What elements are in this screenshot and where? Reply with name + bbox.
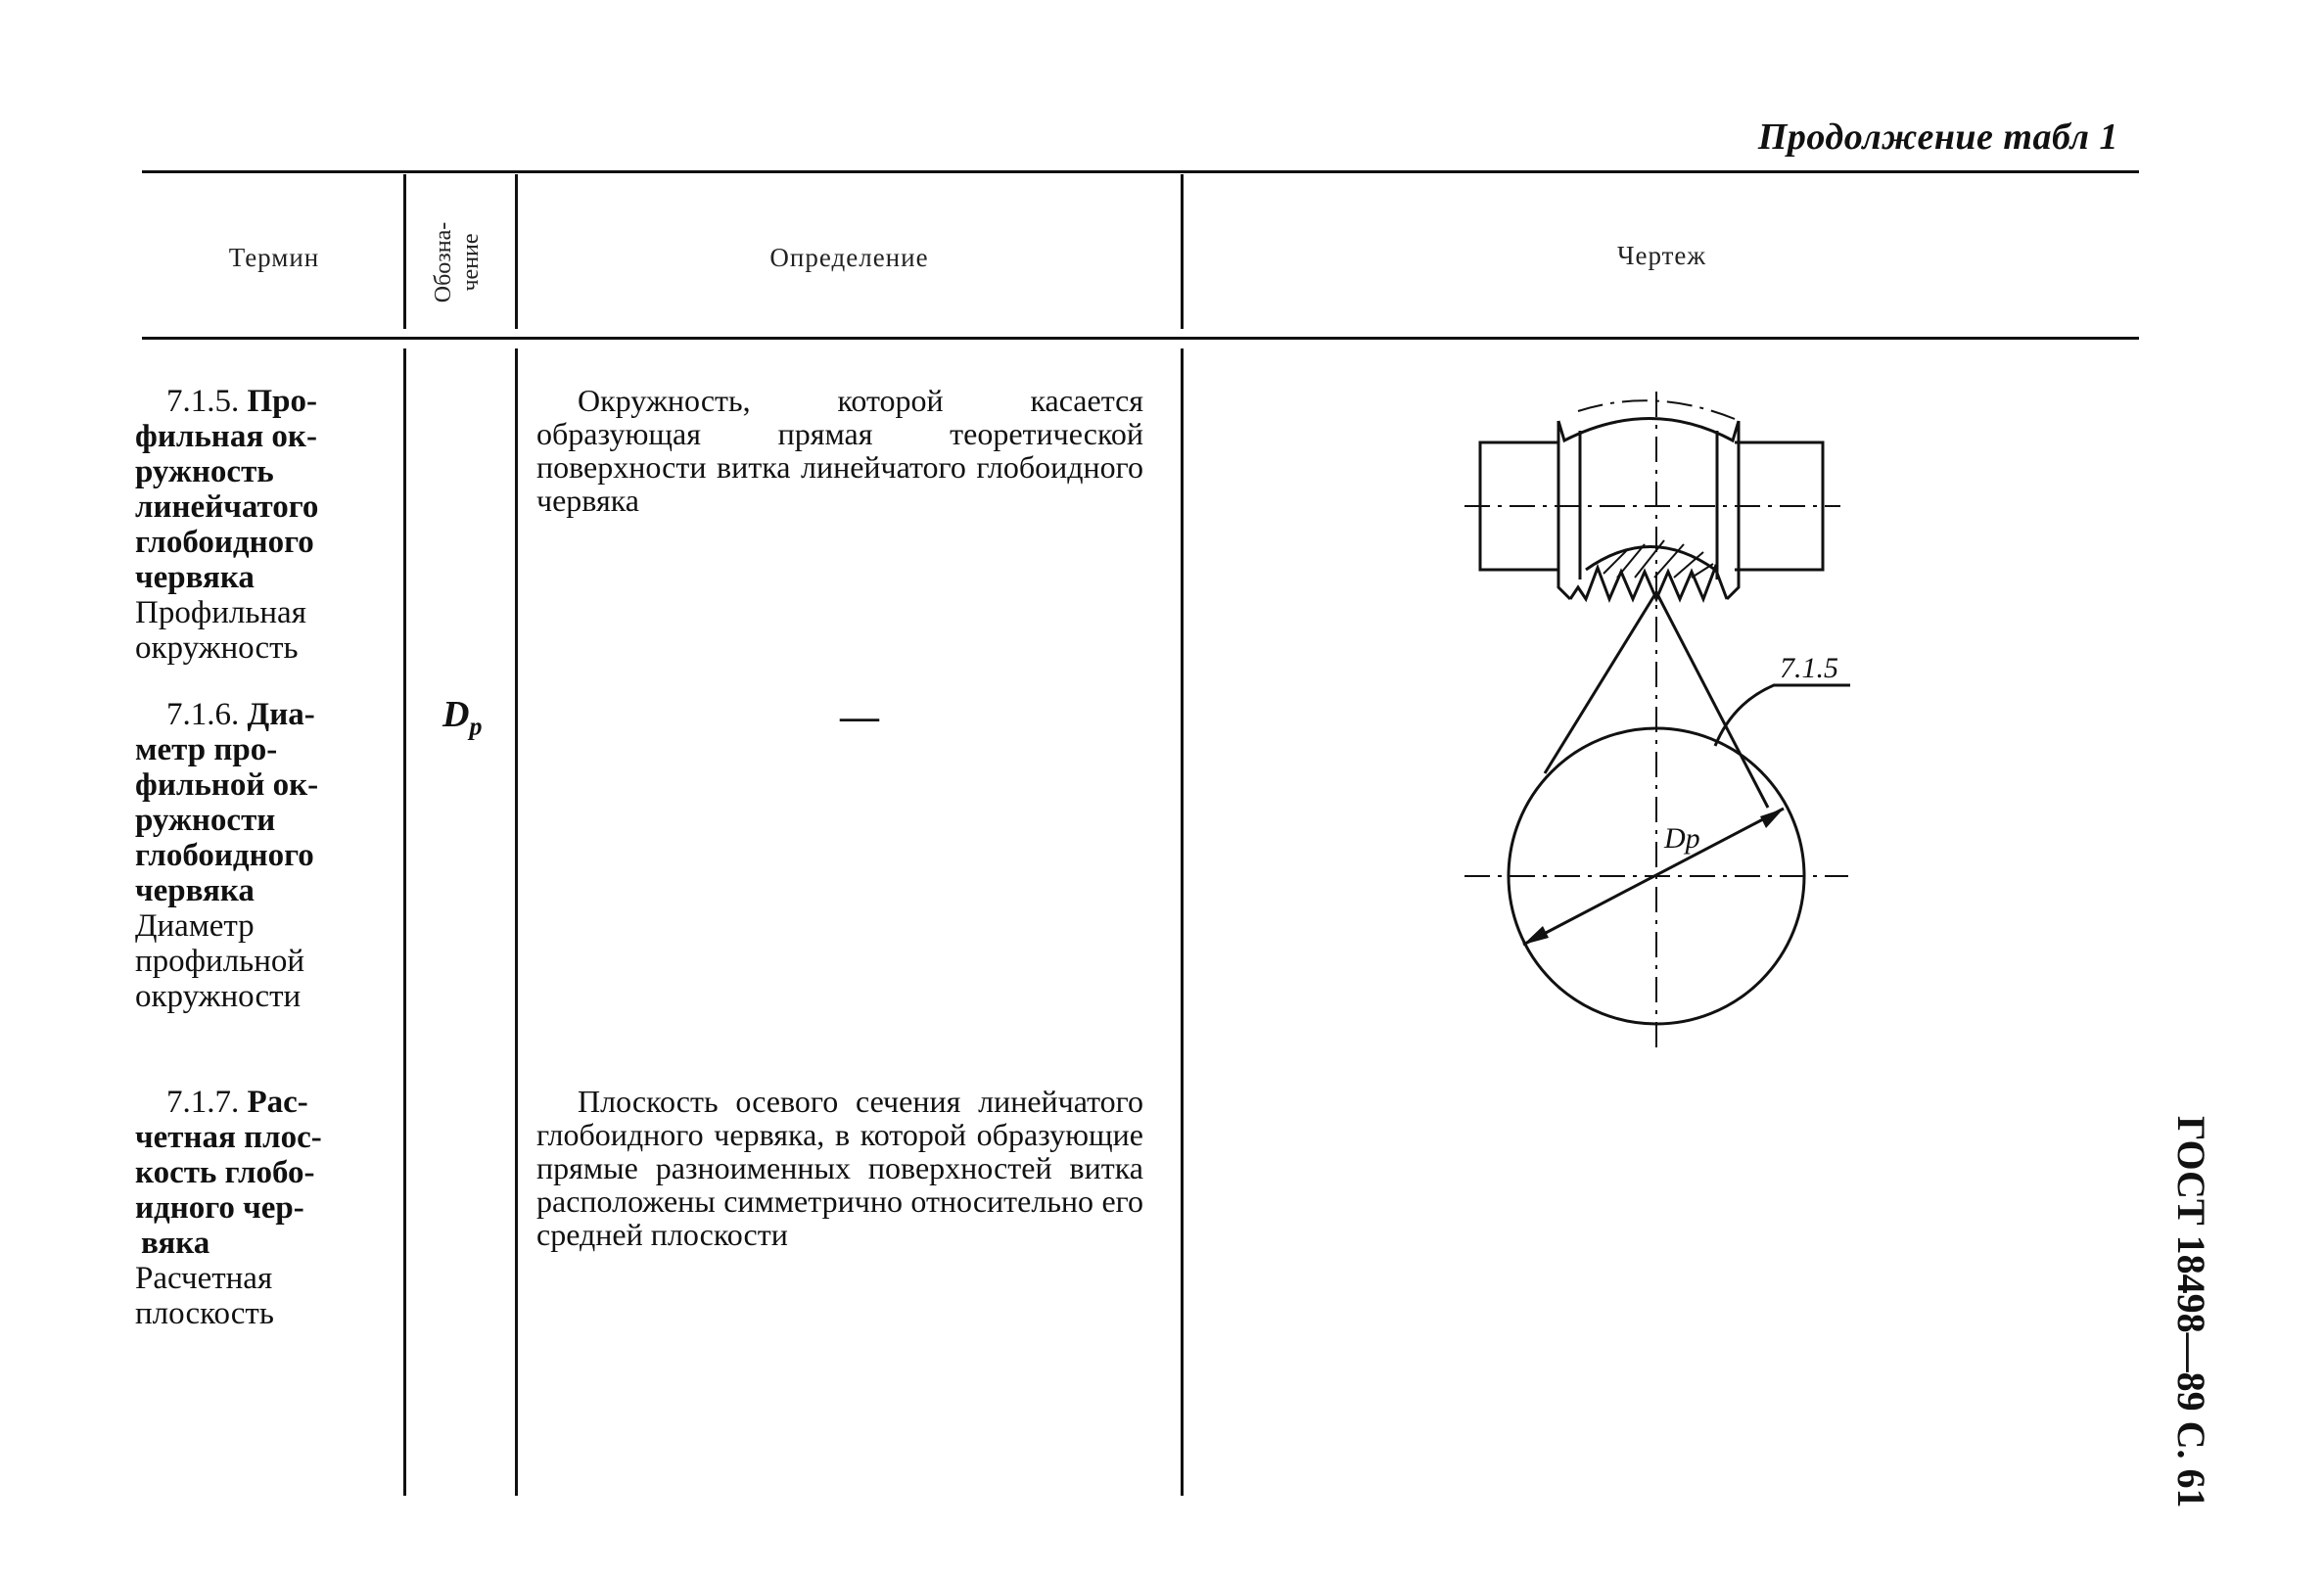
table-header-rule <box>142 337 2139 340</box>
term-bold-line: кость глобо- <box>135 1155 315 1190</box>
term-plain-line: окружности <box>135 979 302 1014</box>
term-bold-line: четная плос- <box>135 1120 322 1155</box>
term-plain-line: Диаметр <box>135 908 255 944</box>
term-bold-line: червяка <box>135 560 255 595</box>
term-bold-line: фильная ок- <box>135 419 317 454</box>
term-bold-line: ружность <box>135 454 274 489</box>
term-plain-line: Расчетная <box>135 1261 273 1296</box>
term-bold-first: Рас- <box>247 1085 308 1120</box>
term-bold-line: вяка <box>141 1226 210 1261</box>
table-top-rule <box>142 170 2139 173</box>
continuation-caption: Продолжение табл 1 <box>1757 116 2118 158</box>
header-divider-2 <box>515 174 518 329</box>
term-bold-line: идного чер- <box>135 1190 304 1226</box>
term-bold-line: линейчатого <box>135 489 319 525</box>
definition-7-1-7: Плоскость осевого сечения линейчатого глобоидного червяка, в которой образующие прямые разноименных поверхностей витка расположены симметрично относительно его средней плоскости <box>536 1084 1143 1252</box>
term-plain-line: плоскость <box>135 1296 274 1331</box>
term-plain-line: профильной <box>135 944 305 979</box>
term-plain-line: окружность <box>135 630 299 666</box>
term-bold-line: ружности <box>135 803 276 838</box>
definition-7-1-6: — <box>840 694 879 738</box>
column-divider-2 <box>515 348 518 1496</box>
column-divider-1 <box>403 348 406 1496</box>
diameter-label: Dp <box>1664 822 1700 855</box>
term-bold-first: Про- <box>247 384 318 419</box>
term-number: 7.1.5. <box>166 384 240 419</box>
worm-drawing <box>1429 382 1860 1057</box>
term-bold-line: фильной ок- <box>135 767 319 803</box>
callout-label: 7.1.5 <box>1780 652 1838 684</box>
standard-page-identifier: ГОСТ 18498—89 С. 61 <box>2169 1116 2213 1508</box>
term-7-1-7 <box>135 1085 346 1331</box>
term-number: 7.1.7. <box>166 1085 240 1120</box>
term-bold-line: червяка <box>135 873 255 908</box>
header-definition: Определение <box>769 243 929 272</box>
symbol-dp: $D_p$ <box>442 694 483 741</box>
definition-7-1-5: Окружность, которой касается образующая прямая теоретической поверхности витка линейчатого глобоидного червяка <box>536 383 1143 518</box>
term-bold-first: Диа- <box>247 697 315 732</box>
header-term: Термин <box>228 243 320 272</box>
header-divider-3 <box>1181 174 1184 329</box>
header-symbol: Обозна- чение <box>431 221 484 303</box>
term-plain-line: Профильная <box>135 595 306 630</box>
term-bold-line: метр про- <box>135 732 278 767</box>
header-divider-1 <box>403 174 406 329</box>
term-7-1-5 <box>135 384 346 666</box>
term-number: 7.1.6. <box>166 697 240 732</box>
header-drawing: Чертеж <box>1616 241 1707 270</box>
column-divider-3 <box>1181 348 1184 1496</box>
term-7-1-6 <box>135 697 346 1014</box>
term-bold-line: глобоидного <box>135 525 314 560</box>
term-bold-line: глобоидного <box>135 838 314 873</box>
